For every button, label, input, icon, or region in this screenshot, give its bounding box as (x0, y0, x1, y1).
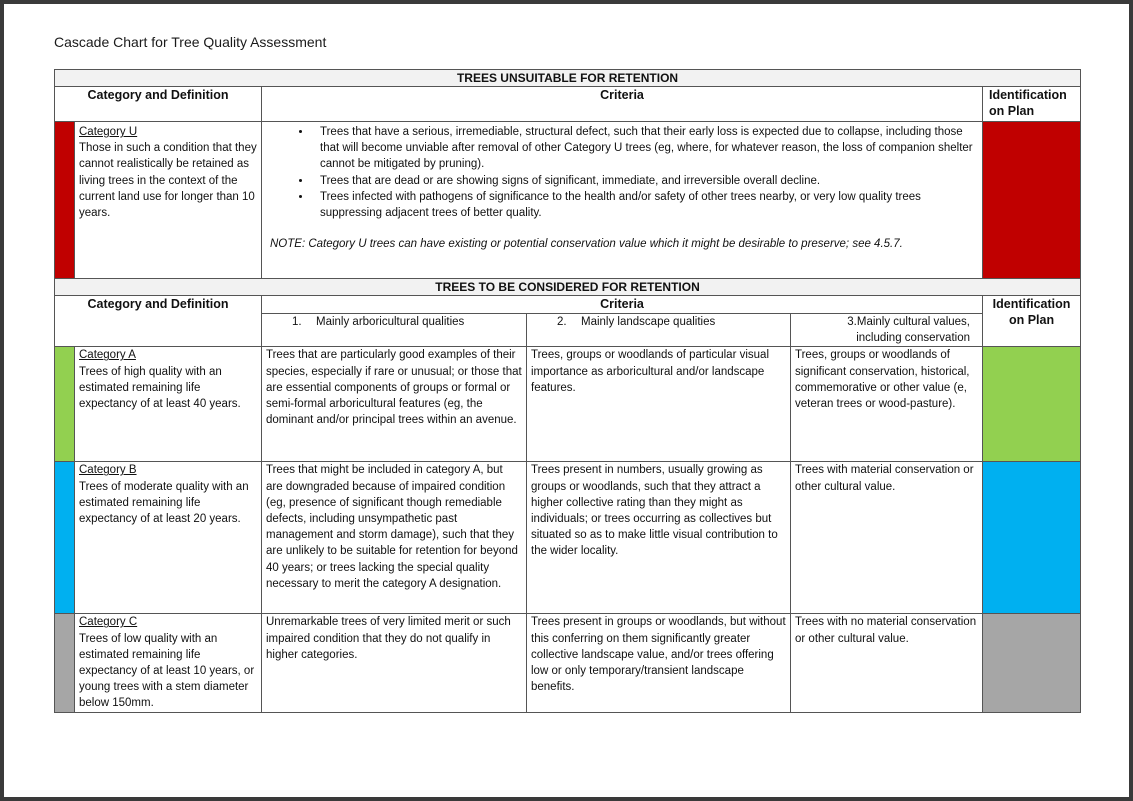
criteria-subheader-3 (791, 314, 983, 347)
category-b-identification-swatch (983, 462, 1081, 614)
category-u-definition: Those in such a condition that they cannot realistically be retained as living trees in the context of the current land use for longer than 10 years. (79, 142, 257, 220)
category-definition-header: Category and Definition (55, 87, 262, 122)
category-u-criterion: • Trees infected with pathogens of significance to the health and/or safety of other trees nearby, or very low quality trees suppressing adjacent trees of better quality. (312, 189, 978, 221)
document-title: Cascade Chart for Tree Quality Assessment (54, 34, 327, 50)
category-c-arboricultural: Unremarkable trees of very limited merit or such impaired condition that they do not qualify in higher categories. (262, 614, 527, 712)
category-b-arboricultural: Trees that might be included in category A, but are downgraded because of impaired condition (eg, presence of significant though remediable defects, including unsympathetic past management and storm damage), such that they are unlikely to be suitable for retention for beyond 40 years; or trees lacking the special quality necessary to merit the category A designation. (262, 462, 527, 614)
category-c-landscape: Trees present in groups or woodlands, but without this conferring on them significantly greater collective landscape value, and/or trees offering low or only temporary/transient landscape benefits. (527, 614, 791, 712)
cascade-chart-table (54, 69, 1081, 713)
criteria-subheader-1 (262, 314, 527, 347)
identification-header: Identification on Plan (983, 296, 1081, 347)
category-b-definition-cell (75, 462, 262, 614)
category-u-row (55, 122, 1081, 279)
identification-header: Identification on Plan (983, 87, 1081, 122)
category-c-title: Category C (79, 616, 138, 629)
category-u-note: NOTE: Category U trees can have existing or potential conservation value which it might be desirable to preserve; see 4.5.7. (270, 238, 903, 251)
category-a-definition: Trees of high quality with an estimated remaining life expectancy of at least 40 years. (79, 365, 241, 411)
category-c-definition: Trees of low quality with an estimated remaining life expectancy of at least 10 years, or young trees with a stem diameter below 150mm. (79, 632, 255, 710)
subheader-label: Mainly cultural values, including conservation (856, 316, 970, 345)
category-a-landscape: Trees, groups or woodlands of particular visual importance as arboricultural and/or landscape features. (527, 347, 791, 462)
subheader-number: 1. (292, 316, 302, 328)
unsuitable-band: TREES UNSUITABLE FOR RETENTION (55, 70, 1081, 87)
retention-band-row (55, 279, 1081, 296)
category-c-definition-cell (75, 614, 262, 712)
category-c-row (55, 614, 1081, 712)
category-u-criterion: • Trees that have a serious, irremediable, structural defect, such that their early loss is expected due to collapse, including those that will become unviable after removal of other Category U trees (eg, where, for whatever reason, the loss of companion shelter cannot be mitigated by pruning). (312, 124, 978, 173)
unsuitable-band-row (55, 70, 1081, 87)
category-b-title: Category B (79, 464, 137, 477)
category-a-cultural: Trees, groups or woodlands of significant conservation, historical, commemorative or other value (e, veteran trees or wood-pasture). (791, 347, 983, 462)
category-c-color-strip (55, 614, 75, 712)
retention-header-row (55, 296, 1081, 314)
category-u-criteria-cell (262, 122, 983, 279)
category-u-definition-cell (75, 122, 262, 279)
category-a-definition-cell (75, 347, 262, 462)
category-definition-header: Category and Definition (55, 296, 262, 347)
category-c-identification-swatch (983, 614, 1081, 712)
category-b-definition: Trees of moderate quality with an estimated remaining life expectancy of at least 20 years. (79, 480, 249, 526)
subheader-number: 3. (847, 316, 857, 328)
category-u-criteria-list (266, 124, 978, 221)
category-b-row (55, 462, 1081, 614)
criteria-subheader-2 (527, 314, 791, 347)
category-c-cultural: Trees with no material conservation or other cultural value. (791, 614, 983, 712)
category-b-landscape: Trees present in numbers, usually growing as groups or woodlands, such that they attract a higher collective rating than they might as individuals; or trees occurring as collectives but situated so as to make little visual contribution to the wider locality. (527, 462, 791, 614)
subheader-number: 2. (557, 316, 567, 328)
category-u-criterion: • Trees that are dead or are showing signs of significant, immediate, and irreversible overall decline. (312, 173, 978, 189)
criteria-header: Criteria (262, 87, 983, 122)
category-b-cultural: Trees with material conservation or other cultural value. (791, 462, 983, 614)
criteria-header: Criteria (262, 296, 983, 314)
category-u-title: Category U (79, 126, 138, 138)
category-b-color-strip (55, 462, 75, 614)
category-u-color-strip (55, 122, 75, 279)
category-a-arboricultural: Trees that are particularly good examples of their species, especially if rare or unusual; or those that are essential components of groups or formal or semi-formal arboricultural features (eg, the dominant and/or principal trees within an avenue. (262, 347, 527, 462)
unsuitable-header-row (55, 87, 1081, 122)
category-a-identification-swatch (983, 347, 1081, 462)
subheader-label: Mainly landscape qualities (581, 316, 716, 328)
category-a-color-strip (55, 347, 75, 462)
category-a-title: Category A (79, 349, 136, 362)
retention-band: TREES TO BE CONSIDERED FOR RETENTION (55, 279, 1081, 296)
category-u-identification-swatch (983, 122, 1081, 279)
document-page (4, 4, 1129, 797)
subheader-label: Mainly arboricultural qualities (316, 316, 465, 328)
category-a-row (55, 347, 1081, 462)
